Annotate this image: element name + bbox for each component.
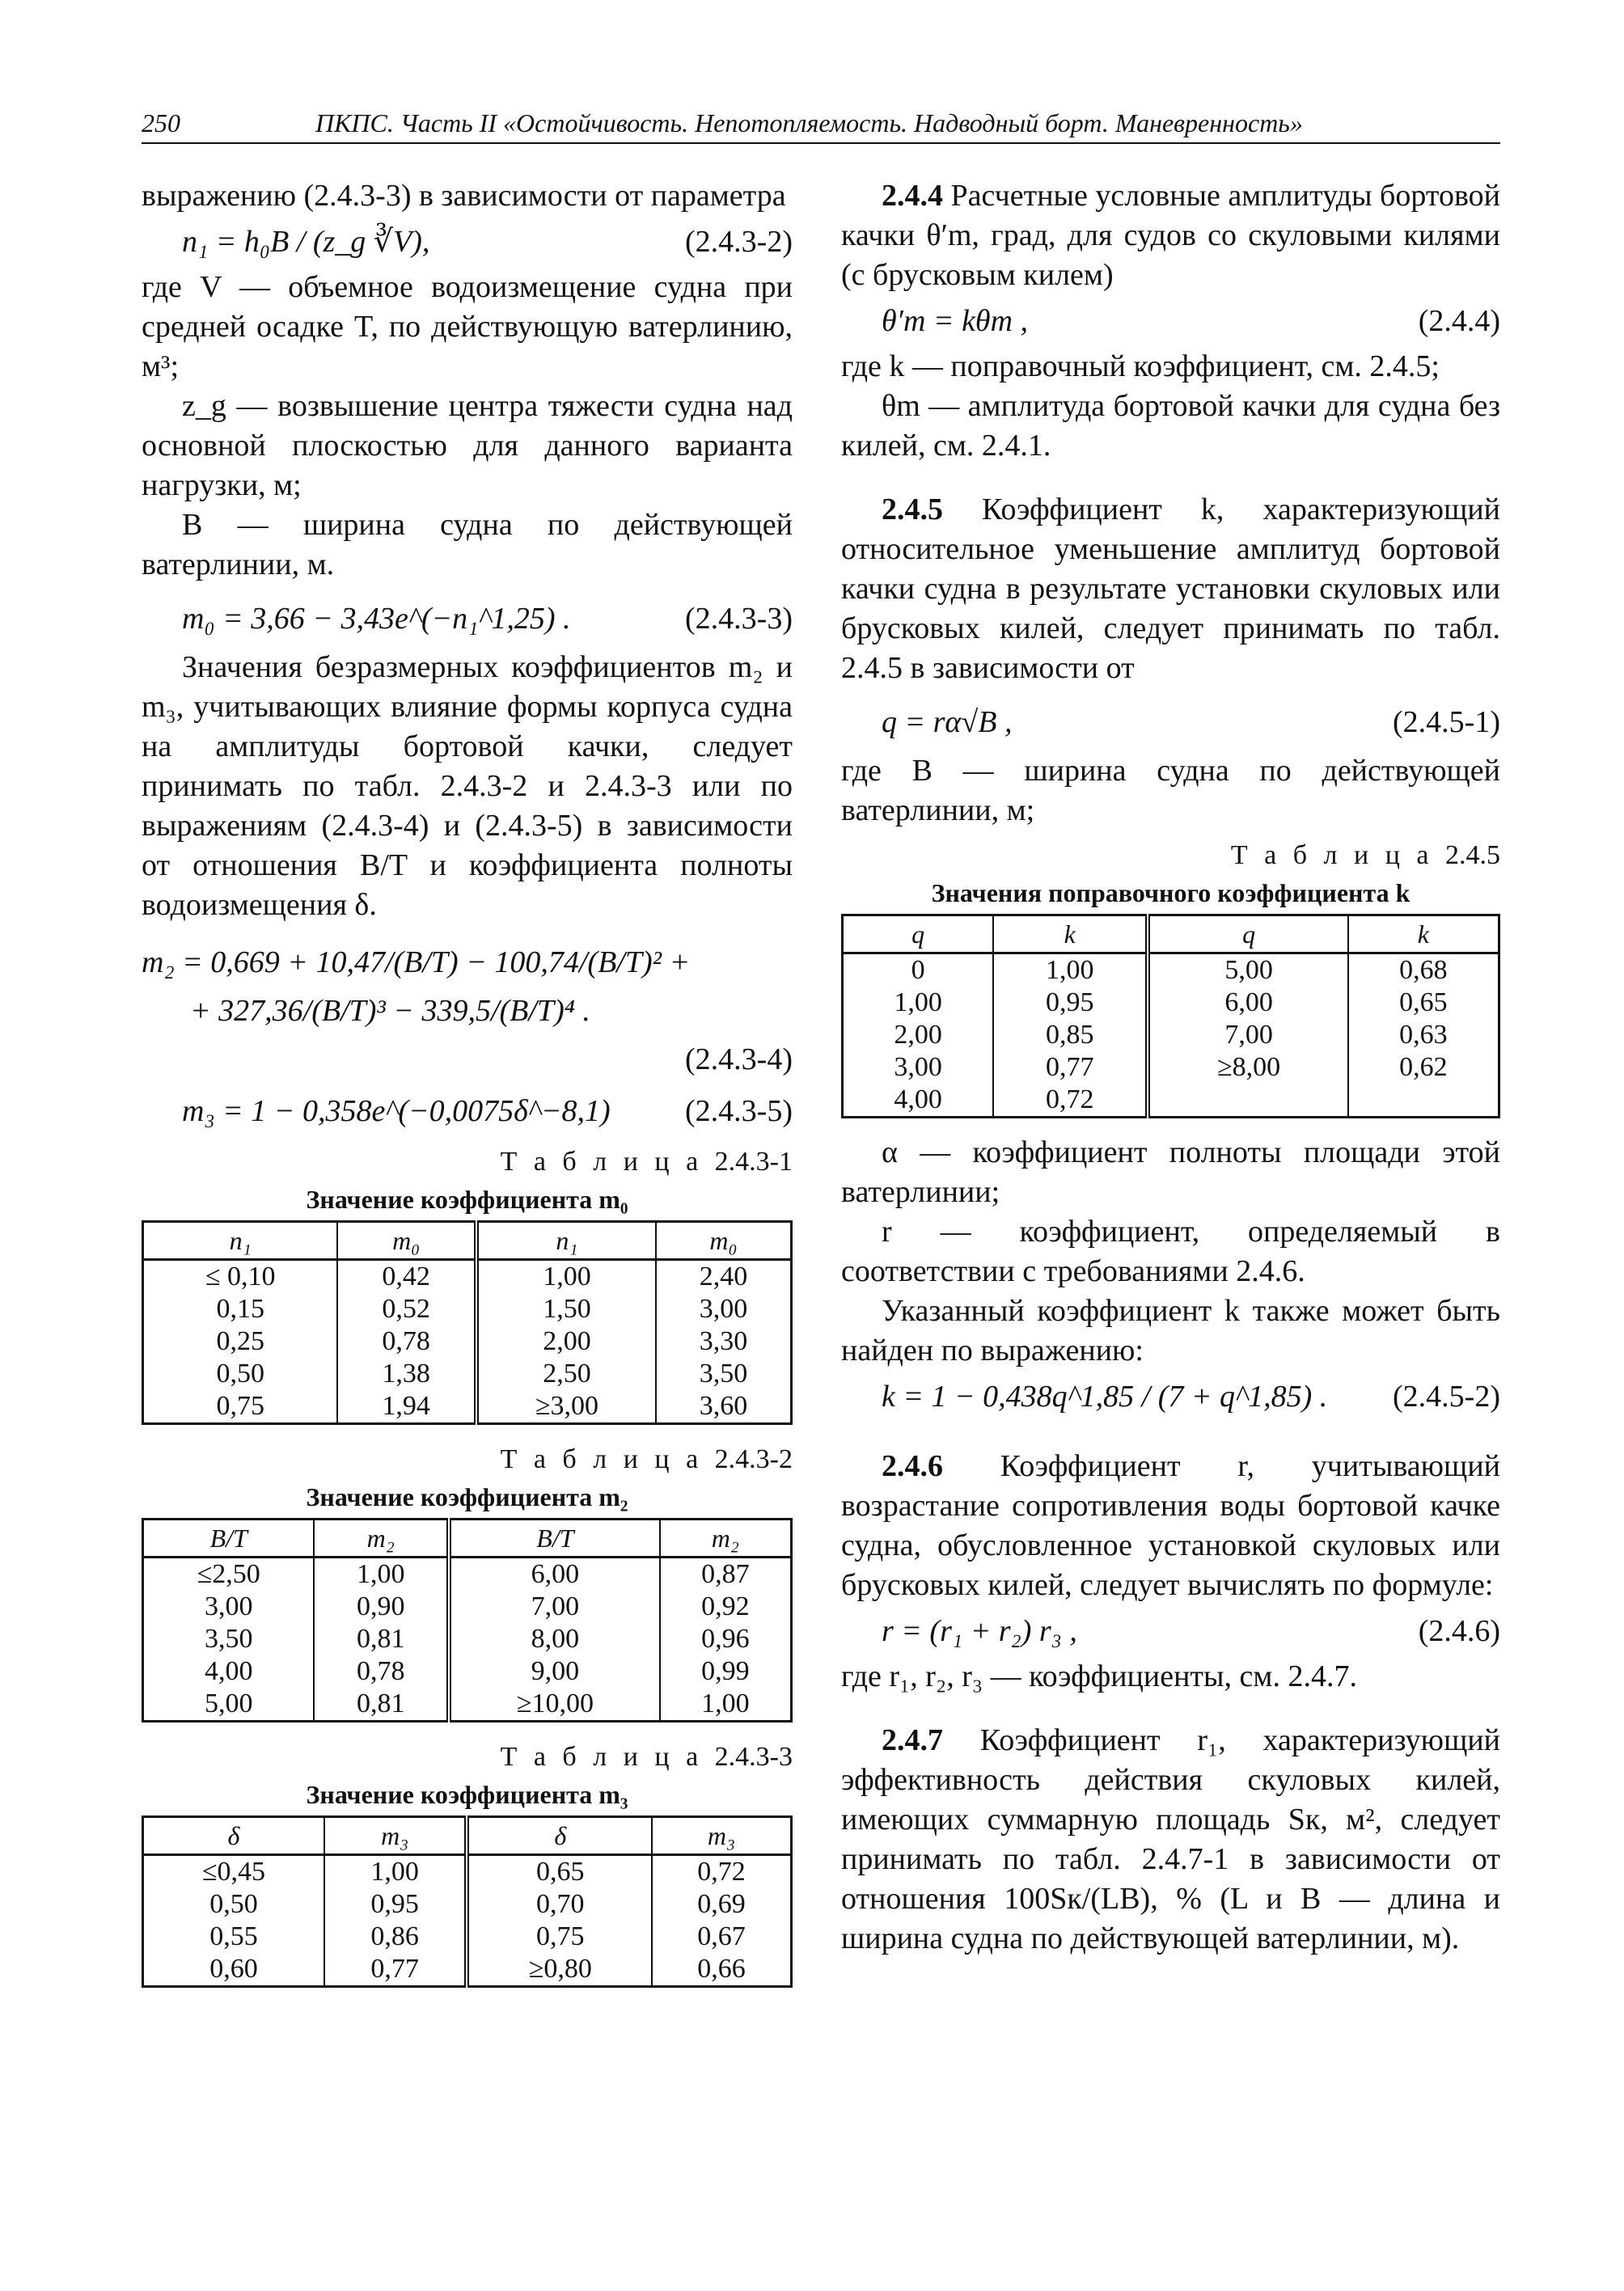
formula: q = rα√B , (882, 705, 1013, 739)
table-cell: 0,72 (652, 1855, 791, 1889)
table-row (843, 1019, 1499, 1051)
text-span: Т а б л и ц а (500, 1444, 704, 1474)
section-2-4-7 (841, 1721, 1500, 1959)
formula: m₀ = 3,66 − 3,43e^(−n₁^1,25) . (182, 602, 571, 636)
equation-2-4-4 (841, 298, 1500, 344)
table-cell: 5,00 (1148, 953, 1347, 987)
table-caption (142, 1737, 793, 1777)
text-span: Коэффициент r, учитывающий возрастание сопротивления воды бортовой качке судна, обусловленное установкой скуловых или брусковых килей, следует вычислять по формуле: (841, 1449, 1500, 1602)
table-cell: 0,70 (467, 1888, 652, 1921)
paragraph: выражению (2.4.3-3) в зависимости от параметра (142, 179, 786, 213)
text-span: Т а б л и ц а (1230, 840, 1434, 870)
table-row (843, 1051, 1499, 1084)
running-title: ПКПС. Часть II «Остойчивость. Непотопляемость. Надводный борт. Маневренность» (315, 108, 1303, 137)
table-cell: 0,90 (314, 1591, 449, 1623)
formula: θ′m = kθm , (882, 304, 1029, 338)
table-row (143, 1558, 792, 1591)
section-2-4-6 (841, 1447, 1500, 1605)
table-cell: 4,00 (143, 1655, 315, 1688)
table-row (843, 953, 1499, 987)
table-cell: 0,50 (143, 1888, 324, 1921)
equation-2-4-5-1 (841, 691, 1500, 748)
table-cell: 2,50 (476, 1358, 656, 1390)
equation-2-4-3-4-line-2 (142, 988, 793, 1033)
table-cell: 0,52 (337, 1293, 476, 1325)
table-row (143, 1888, 792, 1921)
section-2-4-4 (841, 176, 1500, 295)
table-cell: 3,50 (143, 1623, 315, 1655)
table-cell: 0 (843, 953, 994, 987)
table-row (843, 987, 1499, 1019)
table-cell: ≥8,00 (1148, 1051, 1347, 1084)
equation-number: (2.4.4) (1418, 304, 1500, 338)
column-header: n₁ (476, 1222, 656, 1260)
column-header: m₂ (314, 1520, 449, 1558)
table-row (143, 1623, 792, 1655)
table-cell: 0,65 (467, 1855, 652, 1889)
column-header: δ (467, 1817, 652, 1855)
table-cell: 0,77 (993, 1051, 1148, 1084)
table-cell: 0,67 (652, 1921, 791, 1953)
table-cell: 0,68 (1348, 953, 1499, 987)
equation-number: (2.4.5-1) (1393, 705, 1500, 739)
table-cell: 3,50 (656, 1358, 792, 1390)
formula: + 327,36/(B/T)³ − 339,5/(B/T)⁴ . (190, 994, 590, 1028)
column-header: m₀ (656, 1222, 792, 1260)
column-header: m₂ (660, 1520, 792, 1558)
equation-number: (2.4.3-3) (685, 602, 793, 636)
table-row (143, 1591, 792, 1623)
section-number: 2.4.4 (882, 179, 943, 213)
table-cell: 2,00 (476, 1325, 656, 1358)
table-cell: 0,96 (660, 1623, 792, 1655)
equation-2-4-5-2 (841, 1374, 1500, 1419)
table-row (143, 1921, 792, 1953)
column-header: δ (143, 1817, 324, 1855)
equation-number: (2.4.6) (1418, 1614, 1500, 1648)
table-cell: 0,72 (993, 1084, 1148, 1118)
table-cell: 7,00 (1148, 1019, 1347, 1051)
table-cell: 2,00 (843, 1019, 994, 1051)
paragraph: B — ширина судна по действующей ватерлинии, м. (142, 508, 793, 581)
paragraph: где B — ширина судна по действующей ватерлинии, м; (841, 754, 1500, 827)
paragraph: z_g — возвышение центра тяжести судна над основной плоскостью для данного варианта нагрузки, м; (142, 389, 793, 502)
page-header (142, 105, 1500, 144)
table-title: Значение коэффициента m₀ (306, 1185, 628, 1214)
column-header: n₁ (143, 1222, 338, 1260)
table-cell: ≥0,80 (467, 1953, 652, 1987)
table-k (841, 914, 1500, 1118)
page-number: 250 (142, 108, 180, 137)
text-span: 2.4.3-3 (714, 1742, 793, 1772)
table-cell: 0,85 (993, 1019, 1148, 1051)
table-m0 (142, 1220, 793, 1425)
table-cell: 0,63 (1348, 1019, 1499, 1051)
paragraph: где V — объемное водоизмещение судна при средней осадке T, по действующую ватерлинию, м³; (142, 270, 793, 383)
text-span: Т а б л и ц а (500, 1147, 704, 1177)
table-cell: 0,81 (314, 1688, 449, 1722)
table-cell: 0,78 (314, 1655, 449, 1688)
table-row (143, 1655, 792, 1688)
paragraph: Указанный коэффициент k также может быть найден по выражению: (841, 1294, 1500, 1367)
table-cell: 3,00 (843, 1051, 994, 1084)
table-cell: 0,81 (314, 1623, 449, 1655)
equation-2-4-3-3 (142, 588, 793, 645)
table-cell: 0,55 (143, 1921, 324, 1953)
table-cell: 1,00 (660, 1688, 792, 1722)
table-cell (1348, 1084, 1499, 1118)
table-cell: 1,00 (843, 987, 994, 1019)
table-cell: 0,95 (324, 1888, 467, 1921)
table-cell: 0,78 (337, 1325, 476, 1358)
column-header: m₃ (324, 1817, 467, 1855)
table-cell: ≥10,00 (449, 1688, 659, 1722)
text-span: 2.4.3-2 (714, 1444, 793, 1474)
table-row (143, 1953, 792, 1987)
text-span: 2.4.5 (1445, 840, 1500, 870)
table-row (143, 1325, 792, 1358)
table-cell: 8,00 (449, 1623, 659, 1655)
table-cell: 0,95 (993, 987, 1148, 1019)
table-cell: 0,66 (652, 1953, 791, 1987)
table-cell: 1,00 (314, 1558, 449, 1591)
paragraph: α — коэффициент полноты площади этой ватерлинии; (841, 1135, 1500, 1209)
table-row (143, 1688, 792, 1722)
table-cell: 1,38 (337, 1358, 476, 1390)
column-header: q (1148, 915, 1347, 953)
equation-number: (2.4.3-2) (685, 225, 793, 259)
table-row (143, 1855, 792, 1889)
table-cell: ≤0,45 (143, 1855, 324, 1889)
text-span: Коэффициент k, характеризующий относительное уменьшение амплитуд бортовой качки судна в результате установки скуловых или брусковых килей, следует принимать по табл. 2.4.5 в зависимости от (841, 492, 1500, 685)
table-cell: 7,00 (449, 1591, 659, 1623)
table-cell: 0,50 (143, 1358, 338, 1390)
table-cell: ≤2,50 (143, 1558, 315, 1591)
left-column (142, 176, 793, 2002)
equation-2-4-3-4-line-1 (142, 940, 793, 985)
table-cell: 0,25 (143, 1325, 338, 1358)
table-cell: 0,77 (324, 1953, 467, 1987)
table-cell: 0,42 (337, 1260, 476, 1294)
equation-number: (2.4.5-2) (1393, 1380, 1500, 1414)
paragraph: где k — поправочный коэффициент, см. 2.4.5; (841, 349, 1440, 383)
table-caption (142, 1142, 793, 1181)
table-cell: 3,30 (656, 1325, 792, 1358)
table-title: Значения поправочного коэффициента k (931, 878, 1410, 907)
table-title: Значение коэффициента m₂ (306, 1482, 628, 1511)
table-cell: 6,00 (449, 1558, 659, 1591)
column-header: k (993, 915, 1148, 953)
table-cell: 0,75 (143, 1390, 338, 1424)
table-cell: 1,00 (993, 953, 1148, 987)
column-header: m₃ (652, 1817, 791, 1855)
table-cell: 0,62 (1348, 1051, 1499, 1084)
paragraph: θm — амплитуда бортовой качки для судна без килей, см. 2.4.1. (841, 389, 1500, 463)
table-cell: 1,50 (476, 1293, 656, 1325)
table-cell: 3,00 (656, 1293, 792, 1325)
equation-2-4-3-5 (142, 1080, 793, 1137)
table-row (143, 1293, 792, 1325)
table-cell: 0,65 (1348, 987, 1499, 1019)
equation-2-4-6 (841, 1608, 1500, 1654)
table-cell: 4,00 (843, 1084, 994, 1118)
section-number: 2.4.6 (882, 1449, 943, 1483)
paragraph: r — коэффициент, определяемый в соответствии с требованиями 2.4.6. (841, 1215, 1500, 1288)
equation-number: (2.4.3-5) (685, 1094, 793, 1128)
section-2-4-5 (841, 490, 1500, 688)
right-column (841, 176, 1500, 1959)
formula: k = 1 − 0,438q^1,85 / (7 + q^1,85) . (882, 1380, 1328, 1414)
formula: m₃ = 1 − 0,358e^(−0,0075δ^−8,1) (182, 1094, 611, 1128)
formula: m₂ = 0,669 + 10,47/(B/T) − 100,74/(B/T)² + (142, 945, 691, 979)
column-header: B/T (449, 1520, 659, 1558)
column-header: m₀ (337, 1222, 476, 1260)
text-span: Т а б л и ц а (500, 1742, 704, 1772)
section-number: 2.4.7 (882, 1723, 943, 1757)
table-row (843, 1084, 1499, 1118)
table-cell: 0,60 (143, 1953, 324, 1987)
table-cell: 5,00 (143, 1688, 315, 1722)
paragraph: где r₁, r₂, r₃ — коэффициенты, см. 2.4.7. (841, 1659, 1357, 1693)
text-span: Коэффициент r₁, характеризующий эффективность действия скуловых килей, имеющих суммарную площадь Sк, м², следует принимать по табл. 2.4.7-1 в зависимости от отношения 100Sк/(LB), % (L и B — длина и ширина судна по действующей ватерлинии, м). (841, 1723, 1501, 1955)
section-number: 2.4.5 (882, 492, 943, 526)
table-cell: 0,15 (143, 1293, 338, 1325)
table-cell: 2,40 (656, 1260, 792, 1294)
table-cell: 3,60 (656, 1390, 792, 1424)
table-caption (142, 1439, 793, 1479)
paragraph: Значения безразмерных коэффициентов m₂ и m₃, учитывающих влияние формы корпуса судна на амплитуды бортовой качки, следует принимать по табл. 2.4.3-2 и 2.4.3-3 или по выражениям (2.4.3-4) и (2.4.3-5) в зависимости от отношения B/T и коэффициента полноты водоизмещения δ. (142, 650, 793, 922)
table-cell: 1,00 (324, 1855, 467, 1889)
column-header: q (843, 915, 994, 953)
text-span: Расчетные условные амплитуды бортовой качки θ′m, град, для судов со скуловыми килями (с брусковым килем) (841, 179, 1501, 292)
table-cell: 1,00 (476, 1260, 656, 1294)
table-row (143, 1260, 792, 1294)
table-cell (1148, 1084, 1347, 1118)
formula: r = (r₁ + r₂) r₃ , (882, 1614, 1077, 1648)
text-span: 2.4.3-1 (714, 1147, 793, 1177)
formula: n₁ = h₀B / (z_g ∛V), (182, 225, 430, 259)
column-header: B/T (143, 1520, 315, 1558)
table-cell: 6,00 (1148, 987, 1347, 1019)
table-cell: 0,87 (660, 1558, 792, 1591)
table-cell: 3,00 (143, 1591, 315, 1623)
table-cell: 0,92 (660, 1591, 792, 1623)
column-header: k (1348, 915, 1499, 953)
table-title: Значение коэффициента m₃ (306, 1780, 628, 1809)
equation-2-4-3-2 (142, 219, 793, 264)
equation-2-4-3-4-number (142, 1037, 793, 1077)
table-m3 (142, 1815, 793, 1988)
table-cell: ≥3,00 (476, 1390, 656, 1424)
equation-number: (2.4.3-4) (685, 1042, 793, 1076)
table-row (143, 1358, 792, 1390)
table-cell: 0,86 (324, 1921, 467, 1953)
table-cell: 0,75 (467, 1921, 652, 1953)
table-cell: 0,69 (652, 1888, 791, 1921)
table-cell: 9,00 (449, 1655, 659, 1688)
table-row (143, 1390, 792, 1424)
table-caption (841, 835, 1500, 875)
table-m2 (142, 1518, 793, 1722)
table-cell: ≤ 0,10 (143, 1260, 338, 1294)
table-cell: 0,99 (660, 1655, 792, 1688)
table-cell: 1,94 (337, 1390, 476, 1424)
